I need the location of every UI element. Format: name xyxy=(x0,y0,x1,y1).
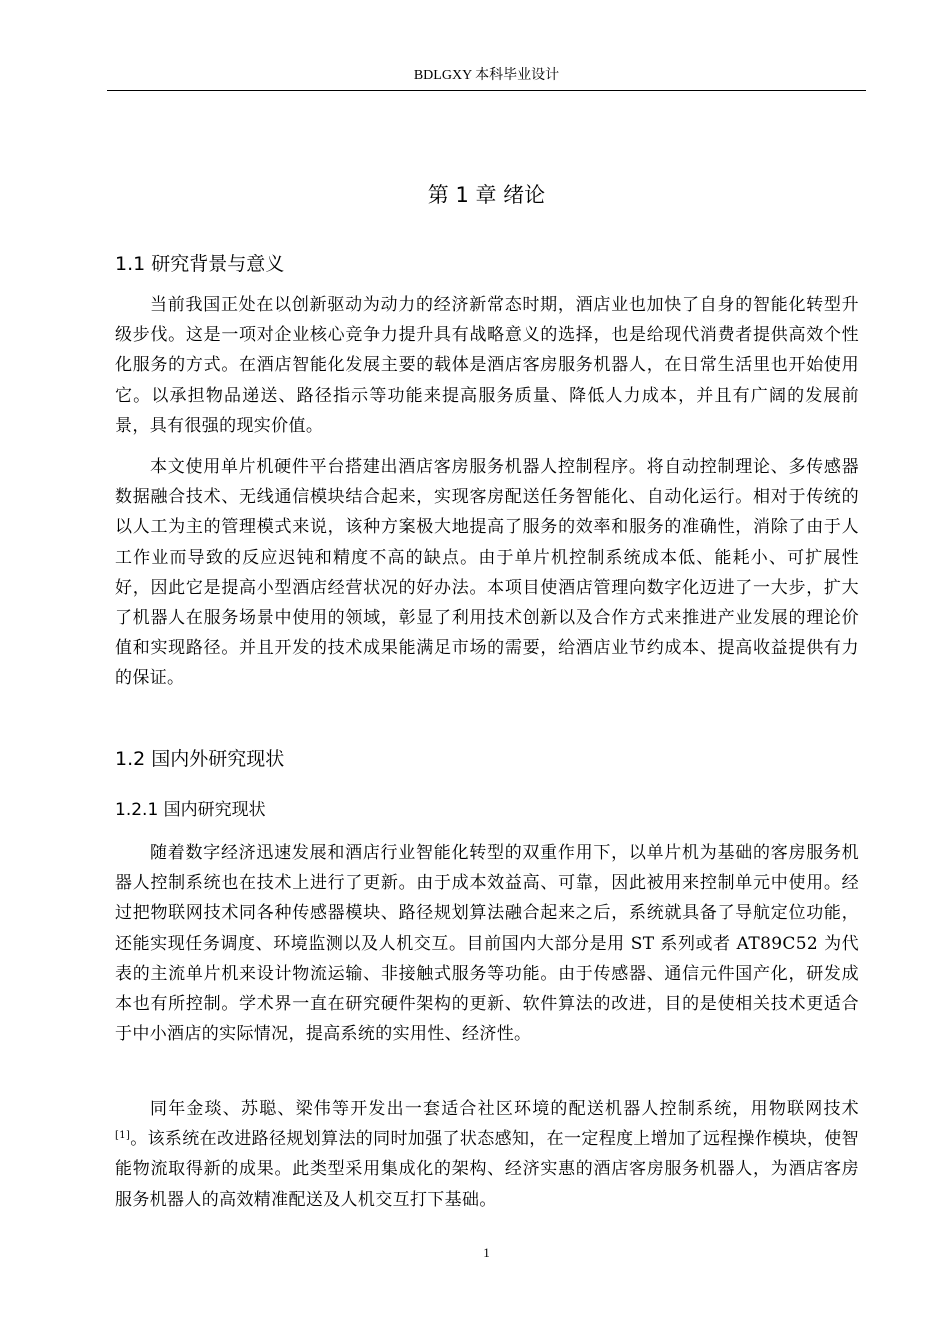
section-heading-1-2: 1.2 国内外研究现状 xyxy=(115,748,285,770)
paragraph-text-after-citation: 。该系统在改进路径规划算法的同时加强了状态感知，在一定程度上增加了远程操作模块，使智能物流取得新的成果。此类型采用集成化的架构、经济实惠的酒店客房服务机器人，为酒店客房服务机器人的高效精准配送及人机交互打下基础。 xyxy=(115,1129,859,1210)
paragraph-domestic-1: 随着数字经济迅速发展和酒店行业智能化转型的双重作用下，以单片机为基础的客房服务机器人控制系统也在技术上进行了更新。由于成本效益高、可靠，因此被用来控制单元中使用。经过把物联网技术同各种传感器模块、路径规划算法融合起来之后，系统就具备了导航定位功能，还能实现任务调度、环境监测以及人机交互。目前国内大部分是用 ST 系列或者 AT89C52 为代表的主流单片机来设计物流运输、非接触式服务等功能。由于传感器、通信元件国产化，研发成本也有所控制。学术界一直在研究硬件架构的更新、软件算法的改进，目的是使相关技术更适合于中小酒店的实际情况，提高系统的实用性、经济性。 xyxy=(115,843,859,1045)
paragraph-background-2: 本文使用单片机硬件平台搭建出酒店客房服务机器人控制程序。将自动控制理论、多传感器数据融合技术、无线通信模块结合起来，实现客房配送任务智能化、自动化运行。相对于传统的以人工为主的管理模式来说，该种方案极大地提高了服务的效率和服务的准确性，消除了由于人工作业而导致的反应迟钝和精度不高的缺点。由于单片机控制系统成本低、能耗小、可扩展性好，因此它是提高小型酒店经营状况的好办法。本项目使酒店管理向数字化迈进了一大步，扩大了机器人在服务场景中使用的领域，彰显了利用技术创新以及合作方式来推进产业发展的理论价值和实现路径。并且开发的技术成果能满足市场的需要，给酒店业节约成本、提高收益提供有力的保证。 xyxy=(115,457,859,689)
citation-reference[interactable]: [1] xyxy=(115,1130,131,1142)
paragraph-domestic-2 xyxy=(115,1094,859,1215)
page-number: 1 xyxy=(483,1245,490,1260)
paragraph-background-1: 当前我国正处在以创新驱动为动力的经济新常态时期，酒店业也加快了自身的智能化转型升级步伐。这是一项对企业核心竞争力提升具有战略意义的选择，也是给现代消费者提供高效个性化服务的方式。在酒店智能化发展主要的载体是酒店客房服务机器人，在日常生活里也开始使用它。以承担物品递送、路径指示等功能来提高服务质量、降低人力成本，并且有广阔的发展前景，具有很强的现实价值。 xyxy=(115,295,859,436)
running-header: BDLGXY 本科毕业设计 xyxy=(413,68,560,83)
subsection-heading-1-2-1: 1.2.1 国内研究现状 xyxy=(115,800,266,820)
header-rule xyxy=(107,90,866,91)
section-heading-1-1: 1.1 研究背景与意义 xyxy=(115,253,285,275)
chapter-title: 第 1 章 绪论 xyxy=(427,183,546,207)
paragraph-text-before-citation: 同年金琰、苏聪、梁伟等开发出一套适合社区环境的配送机器人控制系统，用物联网技术 xyxy=(150,1099,859,1119)
